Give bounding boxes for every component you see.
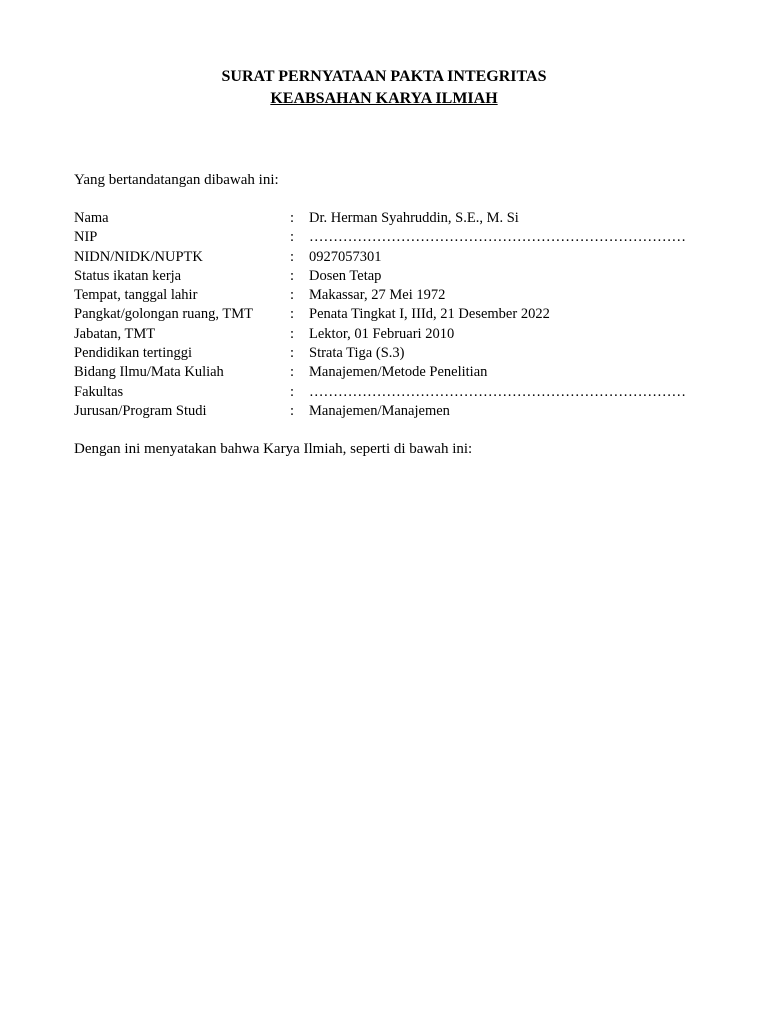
field-row bbox=[74, 344, 714, 363]
field-label: Jurusan/Program Studi bbox=[74, 402, 207, 419]
field-value: 0927057301 bbox=[309, 248, 382, 265]
field-value: Makassar, 27 Mei 1972 bbox=[309, 287, 446, 304]
field-label: Status ikatan kerja bbox=[74, 267, 182, 284]
field-label: Fakultas bbox=[74, 383, 124, 400]
field-value: Manajemen/Metode Penelitian bbox=[309, 364, 488, 381]
field-separator: : bbox=[290, 306, 295, 323]
field-value: …………………………………………………………………… bbox=[309, 229, 686, 246]
field-row bbox=[74, 383, 714, 402]
intro-text: Yang bertandatangan dibawah ini: bbox=[74, 172, 279, 188]
field-label: NIP bbox=[74, 229, 98, 246]
field-value: Manajemen/Manajemen bbox=[309, 402, 450, 419]
field-separator: : bbox=[290, 364, 295, 381]
field-label: Jabatan, TMT bbox=[74, 325, 156, 342]
field-row bbox=[74, 305, 714, 324]
field-value: …………………………………………………………………… bbox=[309, 383, 686, 400]
field-separator: : bbox=[290, 383, 295, 400]
field-separator: : bbox=[290, 345, 295, 362]
field-row bbox=[74, 209, 714, 228]
field-row bbox=[74, 267, 714, 286]
field-value: Dosen Tetap bbox=[309, 267, 382, 284]
field-value: Dr. Herman Syahruddin, S.E., M. Si bbox=[309, 210, 519, 226]
field-value: Penata Tingkat I, IIId, 21 Desember 2022 bbox=[309, 306, 550, 323]
field-label: NIDN/NIDK/NUPTK bbox=[74, 248, 203, 265]
field-separator: : bbox=[290, 325, 295, 342]
identity-fields bbox=[74, 209, 714, 421]
field-separator: : bbox=[290, 248, 295, 265]
title-line-1: SURAT PERNYATAAN PAKTA INTEGRITAS bbox=[221, 68, 547, 85]
field-value: Strata Tiga (S.3) bbox=[309, 345, 405, 362]
field-row bbox=[74, 325, 714, 344]
closing-text: Dengan ini menyatakan bahwa Karya Ilmiah, seperti di bawah ini: bbox=[74, 441, 473, 457]
document-title bbox=[0, 66, 768, 110]
field-separator: : bbox=[290, 402, 295, 419]
field-separator: : bbox=[290, 267, 295, 284]
field-row bbox=[74, 228, 714, 247]
field-separator: : bbox=[290, 287, 295, 304]
field-label: Pangkat/golongan ruang, TMT bbox=[74, 306, 253, 323]
field-value: Lektor, 01 Februari 2010 bbox=[309, 325, 455, 342]
field-label: Bidang Ilmu/Mata Kuliah bbox=[74, 364, 224, 381]
field-label: Nama bbox=[74, 210, 109, 226]
field-label: Tempat, tanggal lahir bbox=[74, 287, 198, 304]
title-line-2: KEABSAHAN KARYA ILMIAH bbox=[270, 90, 498, 107]
field-row bbox=[74, 402, 714, 421]
field-separator: : bbox=[290, 210, 295, 226]
field-separator: : bbox=[290, 229, 295, 246]
field-row bbox=[74, 248, 714, 267]
field-row bbox=[74, 363, 714, 382]
field-label: Pendidikan tertinggi bbox=[74, 345, 192, 362]
field-row bbox=[74, 286, 714, 305]
